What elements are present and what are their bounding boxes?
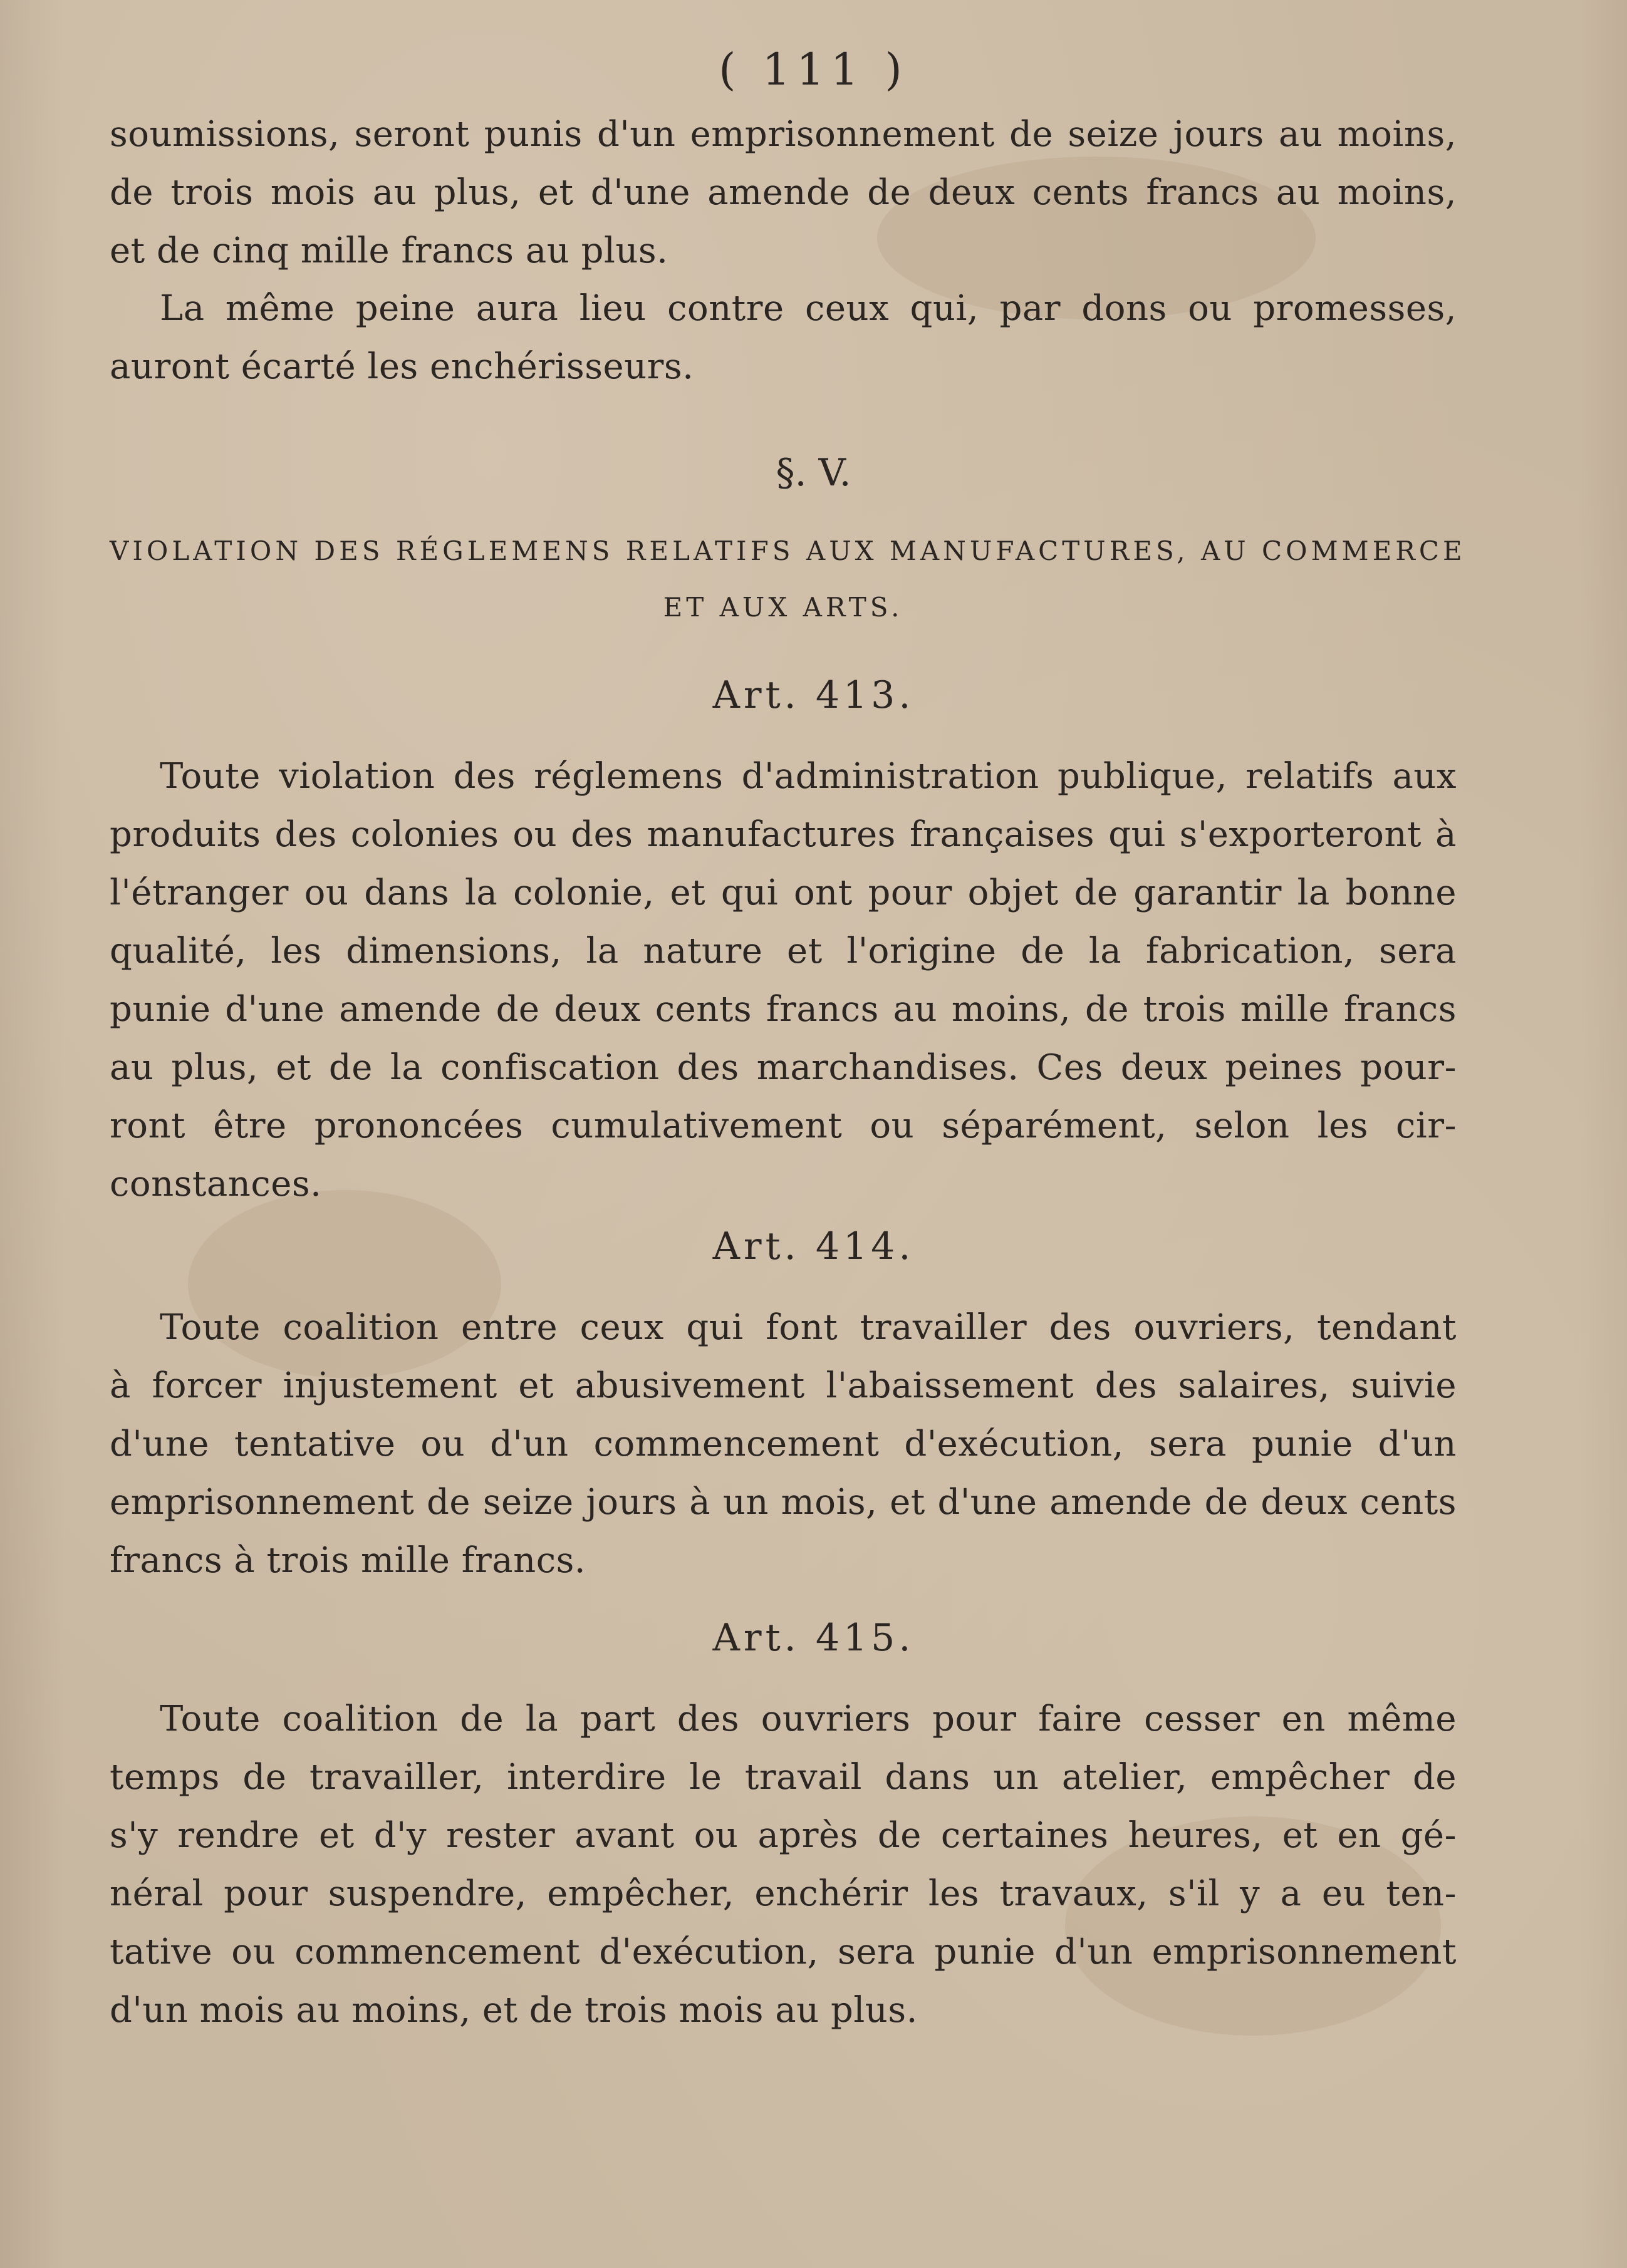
text-line: ront être prononcées cumulativement ou séparément, selon les cir- <box>110 1106 1457 1146</box>
text-line: d'un mois au moins, et de trois mois au plus. <box>110 1990 918 2031</box>
text-line: s'y rendre et d'y rester avant ou après de certaines heures, et en gé- <box>110 1815 1457 1856</box>
section-title-line-2: ET AUX ARTS. <box>663 592 903 623</box>
text-line: et de cinq mille francs au plus. <box>110 230 668 271</box>
text-line: au plus, et de la confiscation des marchandises. Ces deux peines pour- <box>110 1047 1457 1088</box>
text-line: de trois mois au plus, et d'une amende de deux cents francs au moins, <box>110 172 1457 213</box>
text-line: Toute coalition de la part des ouvriers pour faire cesser en même <box>160 1699 1457 1739</box>
article-heading-413: Art. 413. <box>712 673 915 717</box>
text-line: soumissions, seront punis d'un emprisonnement de seize jours au moins, <box>110 114 1457 155</box>
text-line: tative ou commencement d'exécution, sera punie d'un emprisonnement <box>110 1932 1457 1972</box>
text-line: Toute violation des réglemens d'administration publique, relatifs aux <box>160 756 1457 797</box>
text-line: constances. <box>110 1164 322 1204</box>
section-mark: §. V. <box>776 451 851 495</box>
text-line: emprisonnement de seize jours à un mois, et d'une amende de deux cents <box>110 1482 1457 1523</box>
text-line: auront écarté les enchérisseurs. <box>110 346 694 387</box>
page-number: ( 111 ) <box>719 44 908 95</box>
section-title-line-1: VIOLATION DES RÉGLEMENS RELATIFS AUX MANUFACTURES, AU COMMERCE <box>110 536 1466 566</box>
text-line: punie d'une amende de deux cents francs au moins, de trois mille francs <box>110 989 1457 1030</box>
paper-stain <box>188 1190 501 1378</box>
text-line: produits des colonies ou des manufactures françaises qui s'exporteront à <box>110 814 1457 855</box>
article-heading-414: Art. 414. <box>712 1225 915 1268</box>
text-line: qualité, les dimensions, la nature et l'origine de la fabrication, sera <box>110 931 1457 971</box>
text-line: francs à trois mille francs. <box>110 1540 586 1581</box>
text-line: temps de travailler, interdire le travail dans un atelier, empêcher de <box>110 1757 1457 1798</box>
text-line: Toute coalition entre ceux qui font travailler des ouvriers, tendant <box>160 1307 1457 1348</box>
text-line: La même peine aura lieu contre ceux qui, par dons ou promesses, <box>160 288 1457 329</box>
text-line: à forcer injustement et abusivement l'abaissement des salaires, suivie <box>110 1365 1457 1406</box>
text-line: l'étranger ou dans la colonie, et qui ont pour objet de garantir la bonne <box>110 873 1457 913</box>
text-line: néral pour suspendre, empêcher, enchérir les travaux, s'il y a eu ten- <box>110 1873 1457 1914</box>
article-heading-415: Art. 415. <box>712 1616 915 1660</box>
text-line: d'une tentative ou d'un commencement d'exécution, sera punie d'un <box>110 1424 1457 1464</box>
